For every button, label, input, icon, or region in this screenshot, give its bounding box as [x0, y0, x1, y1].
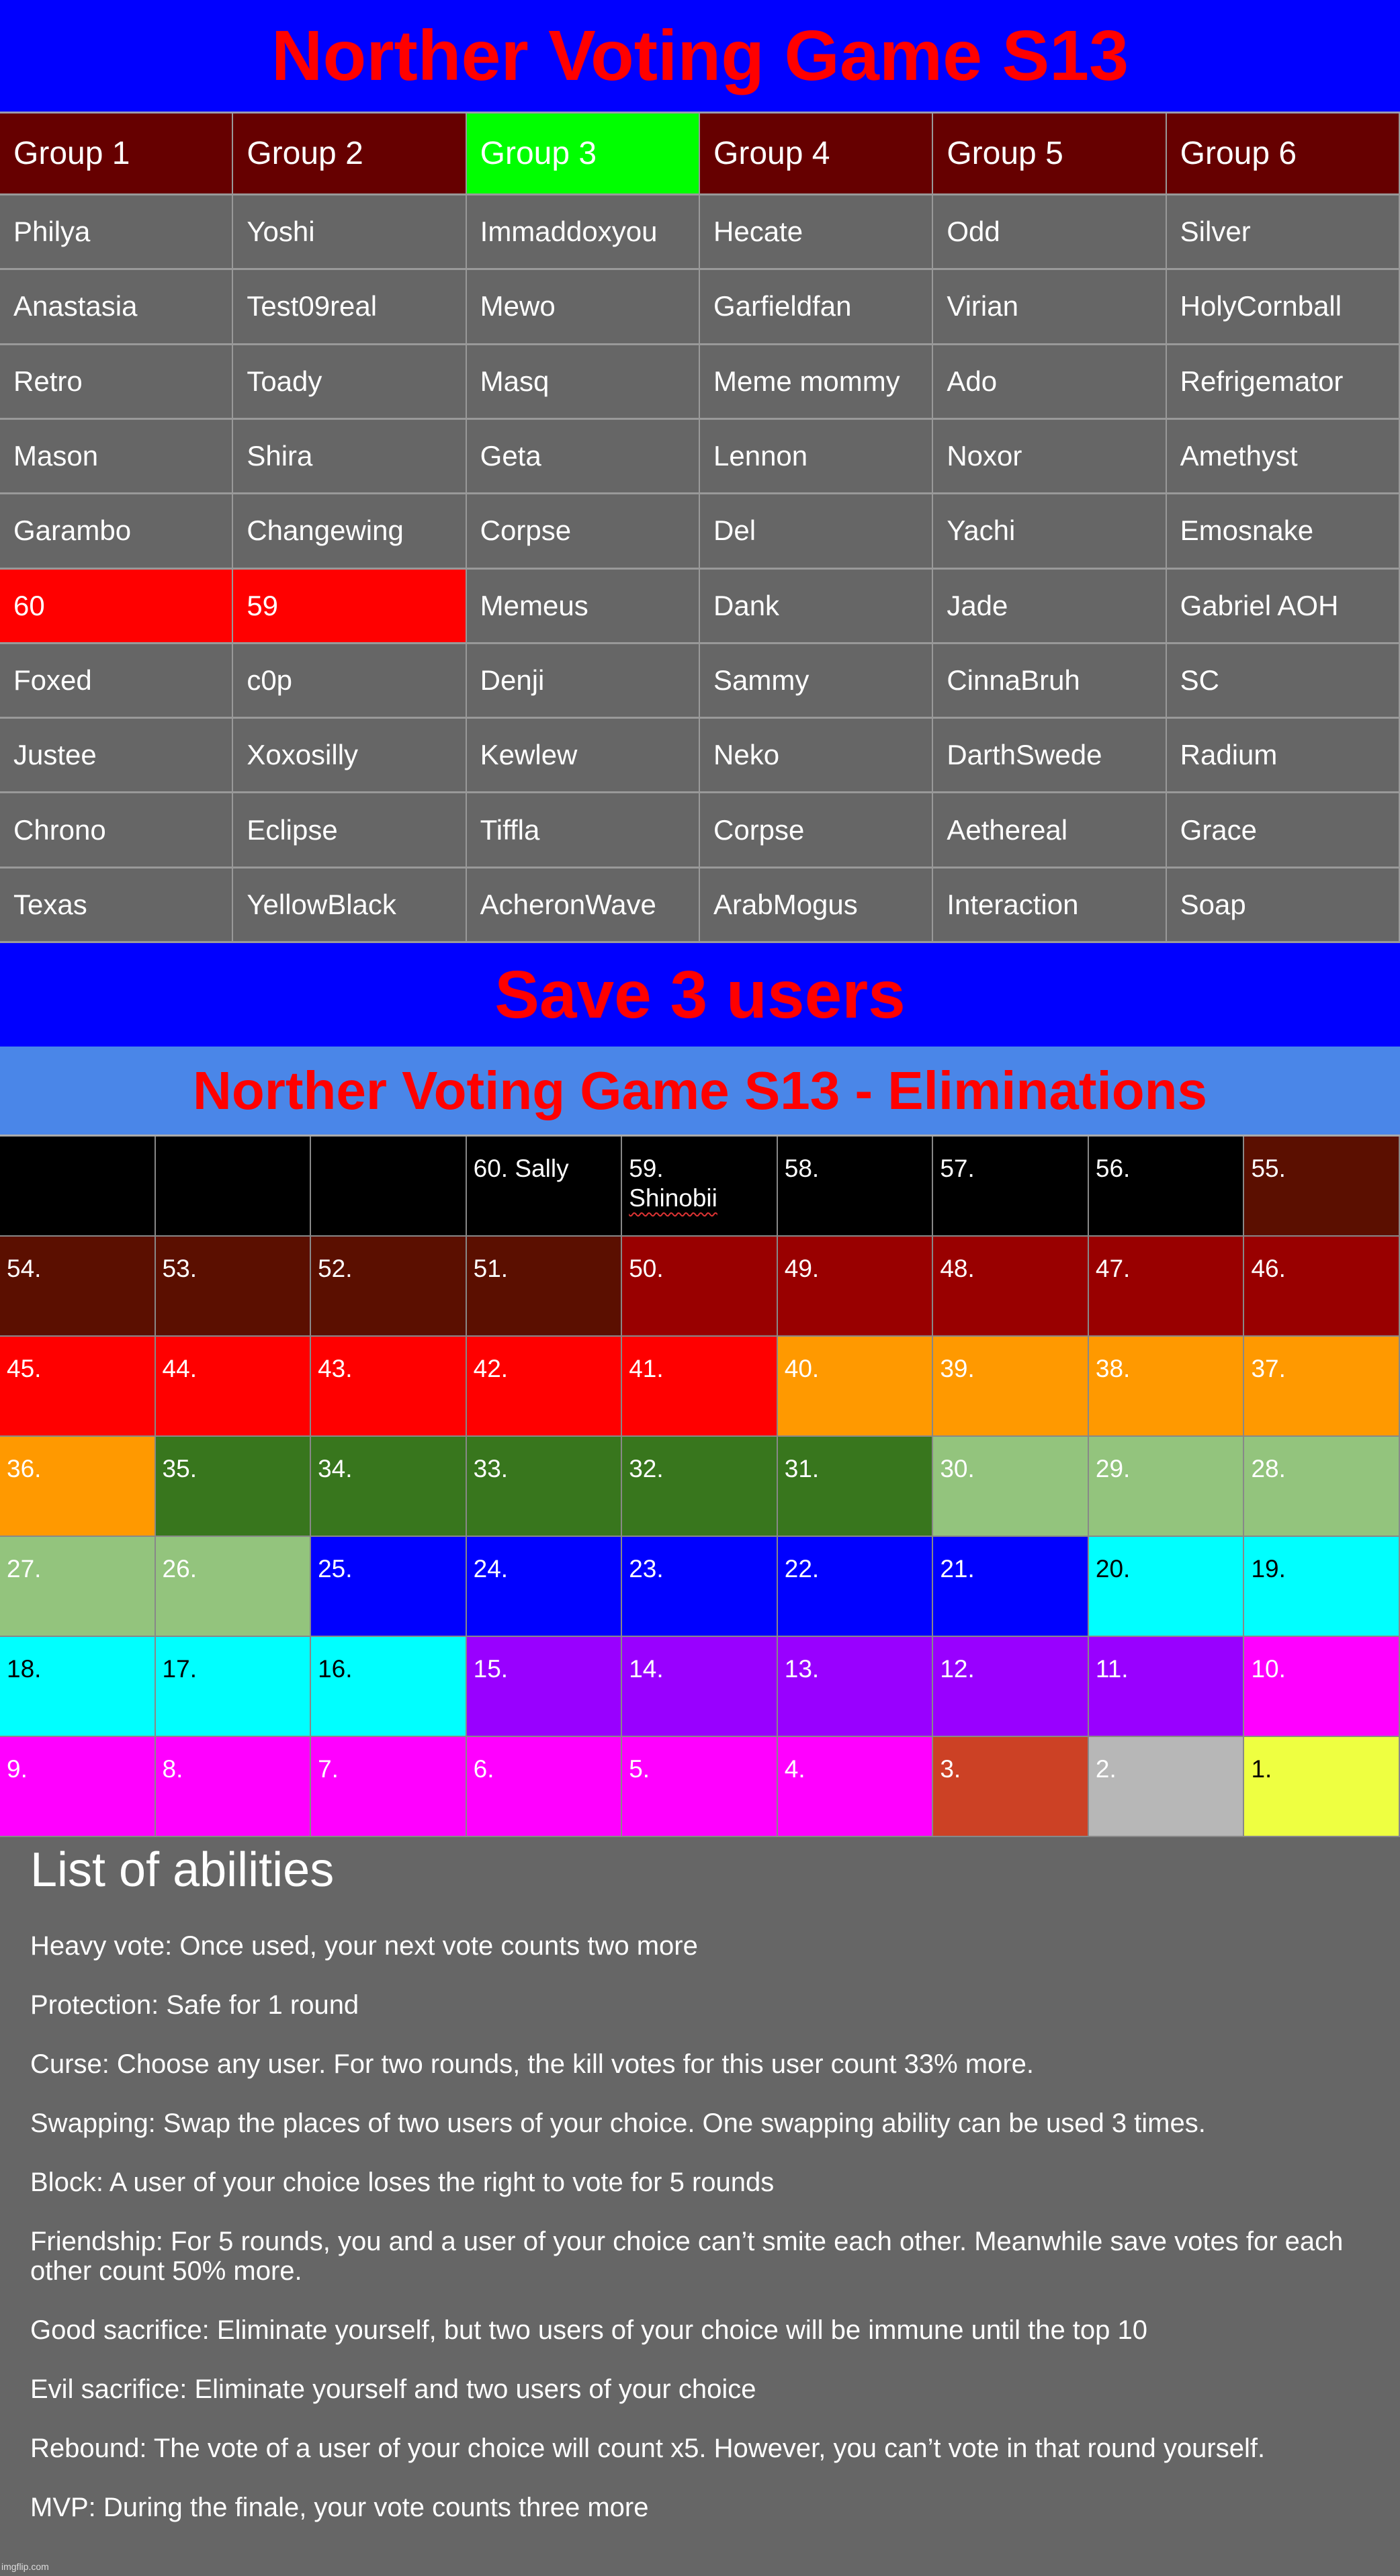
elimination-cell [156, 1237, 312, 1337]
abilities-section [0, 1837, 1400, 2522]
elimination-cell [1244, 1237, 1400, 1337]
elimination-rank: 26. [162, 1555, 197, 1583]
elimination-cell [156, 1437, 312, 1537]
elimination-rank: 25. [318, 1555, 353, 1583]
group-member-cell: Hecate [700, 195, 933, 270]
elimination-rank: 2. [1095, 1755, 1117, 1783]
ability-item: Block: A user of your choice loses the right to vote for 5 rounds [30, 2168, 775, 2197]
elimination-rank: 42. [473, 1355, 509, 1382]
elimination-rank: 10. [1251, 1655, 1286, 1683]
elimination-rank: 38. [1095, 1355, 1131, 1382]
group-member-cell: CinnaBruh [933, 644, 1166, 719]
elimination-cell [0, 1237, 156, 1337]
elimination-rank: 55. [1251, 1155, 1286, 1182]
elimination-rank: 27. [7, 1555, 42, 1583]
elimination-cell [778, 1537, 934, 1637]
group-member-cell: Xoxosilly [233, 719, 466, 793]
elimination-cell [156, 1137, 312, 1237]
elimination-rank: 29. [1095, 1455, 1131, 1482]
elimination-cell [1244, 1437, 1400, 1537]
group-member-cell: Denji [467, 644, 700, 719]
group-header: Group 5 [933, 114, 1166, 195]
elimination-cell [0, 1137, 156, 1237]
elimination-cell [0, 1737, 156, 1837]
page-title: Norther Voting Game S13 [0, 0, 1400, 114]
elimination-rank: 35. [162, 1455, 197, 1482]
group-member-cell: Interaction [933, 869, 1166, 943]
elimination-cell [311, 1637, 467, 1737]
group-member-cell: Radium [1167, 719, 1400, 793]
ability-item: Evil sacrifice: Eliminate yourself and two users of your choice [30, 2374, 756, 2404]
elimination-rank: 45. [7, 1355, 42, 1382]
group-member-cell: Changewing [233, 494, 466, 569]
elimination-cell [622, 1237, 778, 1337]
elimination-rank: 14. [629, 1655, 664, 1683]
elimination-rank: 5. [629, 1755, 650, 1783]
elimination-rank: 41. [629, 1355, 664, 1382]
group-member-cell: Corpse [467, 494, 700, 569]
elimination-cell [156, 1337, 312, 1437]
group-member-cell: 60 [0, 570, 233, 644]
group-member-cell: Aethereal [933, 793, 1166, 868]
ability-item: MVP: During the finale, your vote counts three more [30, 2493, 649, 2522]
elimination-rank: 6. [473, 1755, 494, 1783]
elimination-rank: 56. [1095, 1155, 1131, 1182]
elimination-rank: 18. [7, 1655, 42, 1683]
group-member-cell: Tiffla [467, 793, 700, 868]
elimination-rank: 21. [940, 1555, 975, 1583]
elimination-rank: 17. [162, 1655, 197, 1683]
groups-table [0, 114, 1400, 943]
elimination-cell [1244, 1137, 1400, 1237]
elimination-cell [933, 1437, 1089, 1537]
elimination-rank: 48. [940, 1255, 975, 1282]
group-member-cell: 59 [233, 570, 466, 644]
group-member-cell: Toady [233, 345, 466, 420]
elimination-cell [622, 1137, 778, 1237]
group-member-cell: Sammy [700, 644, 933, 719]
elimination-rank: 46. [1251, 1255, 1286, 1282]
group-member-cell: ArabMogus [700, 869, 933, 943]
elimination-cell [1089, 1137, 1245, 1237]
elimination-cell [1089, 1237, 1245, 1337]
group-member-cell: Foxed [0, 644, 233, 719]
eliminated-user-name: Shinobii [629, 1184, 717, 1212]
elimination-rank: 58. [784, 1155, 820, 1182]
elimination-rank: 59. [629, 1155, 664, 1182]
elimination-rank: 28. [1251, 1455, 1286, 1482]
group-member-cell: Immaddoxyou [467, 195, 700, 270]
elimination-cell [778, 1637, 934, 1737]
group-member-cell: Kewlew [467, 719, 700, 793]
elimination-rank: 22. [784, 1555, 820, 1583]
group-member-cell: Anastasia [0, 270, 233, 345]
elimination-cell [311, 1337, 467, 1437]
group-header: Group 2 [233, 114, 466, 195]
ability-item: Rebound: The vote of a user of your choice will count x5. However, you can’t vote in that round yourself. [30, 2434, 1266, 2463]
elimination-rank: 36. [7, 1455, 42, 1482]
group-member-cell: Del [700, 494, 933, 569]
elimination-rank: 8. [162, 1755, 183, 1783]
elimination-cell [311, 1737, 467, 1837]
group-member-cell: Jade [933, 570, 1166, 644]
elimination-cell [933, 1237, 1089, 1337]
elimination-rank: 30. [940, 1455, 975, 1482]
elimination-rank: 50. [629, 1255, 664, 1282]
elimination-cell [311, 1537, 467, 1637]
elimination-cell [622, 1337, 778, 1437]
group-member-cell: Dank [700, 570, 933, 644]
elimination-cell [933, 1737, 1089, 1837]
group-member-cell: Emosnake [1167, 494, 1400, 569]
group-member-cell: Retro [0, 345, 233, 420]
elimination-rank: 13. [784, 1655, 820, 1683]
abilities-list [30, 1931, 1370, 2522]
save-banner: Save 3 users [0, 943, 1400, 1047]
elimination-rank: 39. [940, 1355, 975, 1382]
elimination-cell [622, 1637, 778, 1737]
group-header: Group 3 [467, 114, 700, 195]
elimination-cell [467, 1237, 623, 1337]
elimination-rank: 7. [318, 1755, 339, 1783]
ability-item: Protection: Safe for 1 round [30, 1990, 359, 2020]
elimination-rank: 43. [318, 1355, 353, 1382]
elimination-cell [1089, 1537, 1245, 1637]
group-member-cell: Garfieldfan [700, 270, 933, 345]
group-member-cell: Chrono [0, 793, 233, 868]
group-member-cell: Test09real [233, 270, 466, 345]
elimination-cell [1244, 1637, 1400, 1737]
elimination-rank: 20. [1095, 1555, 1131, 1583]
group-member-cell: Mewo [467, 270, 700, 345]
elimination-cell [1244, 1737, 1400, 1837]
group-member-cell: Refrigemator [1167, 345, 1400, 420]
elimination-cell [933, 1337, 1089, 1437]
elimination-cell [778, 1137, 934, 1237]
group-member-cell: Masq [467, 345, 700, 420]
group-member-cell: Texas [0, 869, 233, 943]
elimination-cell [156, 1637, 312, 1737]
watermark: imgflip.com [1, 2561, 49, 2572]
elimination-rank: 60. Sally [473, 1155, 569, 1182]
elimination-rank: 54. [7, 1255, 42, 1282]
group-member-cell: Philya [0, 195, 233, 270]
elimination-rank: 49. [784, 1255, 820, 1282]
elimination-cell [622, 1537, 778, 1637]
elimination-rank: 51. [473, 1255, 509, 1282]
elimination-cell [778, 1237, 934, 1337]
group-member-cell: Grace [1167, 793, 1400, 868]
elimination-cell [1244, 1537, 1400, 1637]
group-member-cell: AcheronWave [467, 869, 700, 943]
elimination-rank: 15. [473, 1655, 509, 1683]
group-member-cell: Virian [933, 270, 1166, 345]
elimination-cell [156, 1737, 312, 1837]
elimination-cell [0, 1637, 156, 1737]
elimination-cell [0, 1437, 156, 1537]
elimination-rank: 33. [473, 1455, 509, 1482]
group-member-cell: Eclipse [233, 793, 466, 868]
elimination-cell [933, 1637, 1089, 1737]
elimination-rank: 12. [940, 1655, 975, 1683]
elimination-rank: 37. [1251, 1355, 1286, 1382]
elimination-cell [622, 1737, 778, 1837]
elimination-cell [311, 1237, 467, 1337]
elimination-rank: 23. [629, 1555, 664, 1583]
elimination-cell [1089, 1337, 1245, 1437]
elimination-cell [467, 1337, 623, 1437]
group-member-cell: Lennon [700, 420, 933, 494]
group-header: Group 1 [0, 114, 233, 195]
group-member-cell: Silver [1167, 195, 1400, 270]
group-header: Group 6 [1167, 114, 1400, 195]
elimination-cell [467, 1137, 623, 1237]
elimination-rank: 47. [1095, 1255, 1131, 1282]
group-member-cell: Justee [0, 719, 233, 793]
elimination-cell [933, 1537, 1089, 1637]
elimination-cell [1089, 1637, 1245, 1737]
elimination-rank: 19. [1251, 1555, 1286, 1583]
group-member-cell: Garambo [0, 494, 233, 569]
elimination-cell [778, 1737, 934, 1837]
ability-item: Friendship: For 5 rounds, you and a user of your choice can’t smite each other. Meanwhile save votes for each other count 50% more. [30, 2227, 1344, 2286]
elimination-rank: 11. [1095, 1655, 1129, 1683]
group-member-cell: Corpse [700, 793, 933, 868]
group-member-cell: Yoshi [233, 195, 466, 270]
elimination-rank: 52. [318, 1255, 353, 1282]
elimination-cell [311, 1437, 467, 1537]
eliminations-grid [0, 1137, 1400, 1837]
group-member-cell: SC [1167, 644, 1400, 719]
elimination-rank: 16. [318, 1655, 353, 1683]
group-member-cell: c0p [233, 644, 466, 719]
elimination-cell [0, 1337, 156, 1437]
elimination-cell [467, 1737, 623, 1837]
group-member-cell: Meme mommy [700, 345, 933, 420]
group-member-cell: Mason [0, 420, 233, 494]
group-header: Group 4 [700, 114, 933, 195]
elimination-cell [0, 1537, 156, 1637]
elimination-cell [622, 1437, 778, 1537]
elimination-rank: 40. [784, 1355, 820, 1382]
ability-item: Curse: Choose any user. For two rounds, the kill votes for this user count 33% more. [30, 2049, 1035, 2079]
group-member-cell: DarthSwede [933, 719, 1166, 793]
group-member-cell: Odd [933, 195, 1166, 270]
group-member-cell: YellowBlack [233, 869, 466, 943]
elimination-rank: 9. [7, 1755, 28, 1783]
group-member-cell: Noxor [933, 420, 1166, 494]
group-member-cell: Shira [233, 420, 466, 494]
eliminations-title: Norther Voting Game S13 - Eliminations [0, 1047, 1400, 1137]
elimination-cell [467, 1437, 623, 1537]
elimination-rank: 32. [629, 1455, 664, 1482]
group-member-cell: Gabriel AOH [1167, 570, 1400, 644]
elimination-cell [933, 1137, 1089, 1237]
elimination-cell [467, 1537, 623, 1637]
elimination-rank: 24. [473, 1555, 509, 1583]
elimination-rank: 4. [784, 1755, 805, 1783]
elimination-cell [1089, 1737, 1245, 1837]
group-member-cell: HolyCornball [1167, 270, 1400, 345]
group-member-cell: Ado [933, 345, 1166, 420]
ability-item: Good sacrifice: Eliminate yourself, but two users of your choice will be immune until the top 10 [30, 2315, 1148, 2345]
elimination-rank: 31. [784, 1455, 820, 1482]
elimination-rank: 34. [318, 1455, 353, 1482]
elimination-cell [778, 1337, 934, 1437]
group-member-cell: Yachi [933, 494, 1166, 569]
group-member-cell: Soap [1167, 869, 1400, 943]
elimination-cell [1244, 1337, 1400, 1437]
elimination-cell [467, 1637, 623, 1737]
ability-item: Heavy vote: Once used, your next vote counts two more [30, 1931, 698, 1961]
group-member-cell: Neko [700, 719, 933, 793]
elimination-rank: 53. [162, 1255, 197, 1282]
group-member-cell: Geta [467, 420, 700, 494]
elimination-cell [778, 1437, 934, 1537]
elimination-rank: 44. [162, 1355, 197, 1382]
elimination-cell [311, 1137, 467, 1237]
elimination-cell [156, 1537, 312, 1637]
group-member-cell: Amethyst [1167, 420, 1400, 494]
ability-item: Swapping: Swap the places of two users of your choice. One swapping ability can be used 3 times. [30, 2108, 1206, 2138]
elimination-rank: 1. [1251, 1755, 1272, 1783]
abilities-title: List of abilities [30, 1843, 335, 1897]
group-member-cell: Memeus [467, 570, 700, 644]
elimination-rank: 57. [940, 1155, 975, 1182]
elimination-rank: 3. [940, 1755, 961, 1783]
elimination-cell [1089, 1437, 1245, 1537]
